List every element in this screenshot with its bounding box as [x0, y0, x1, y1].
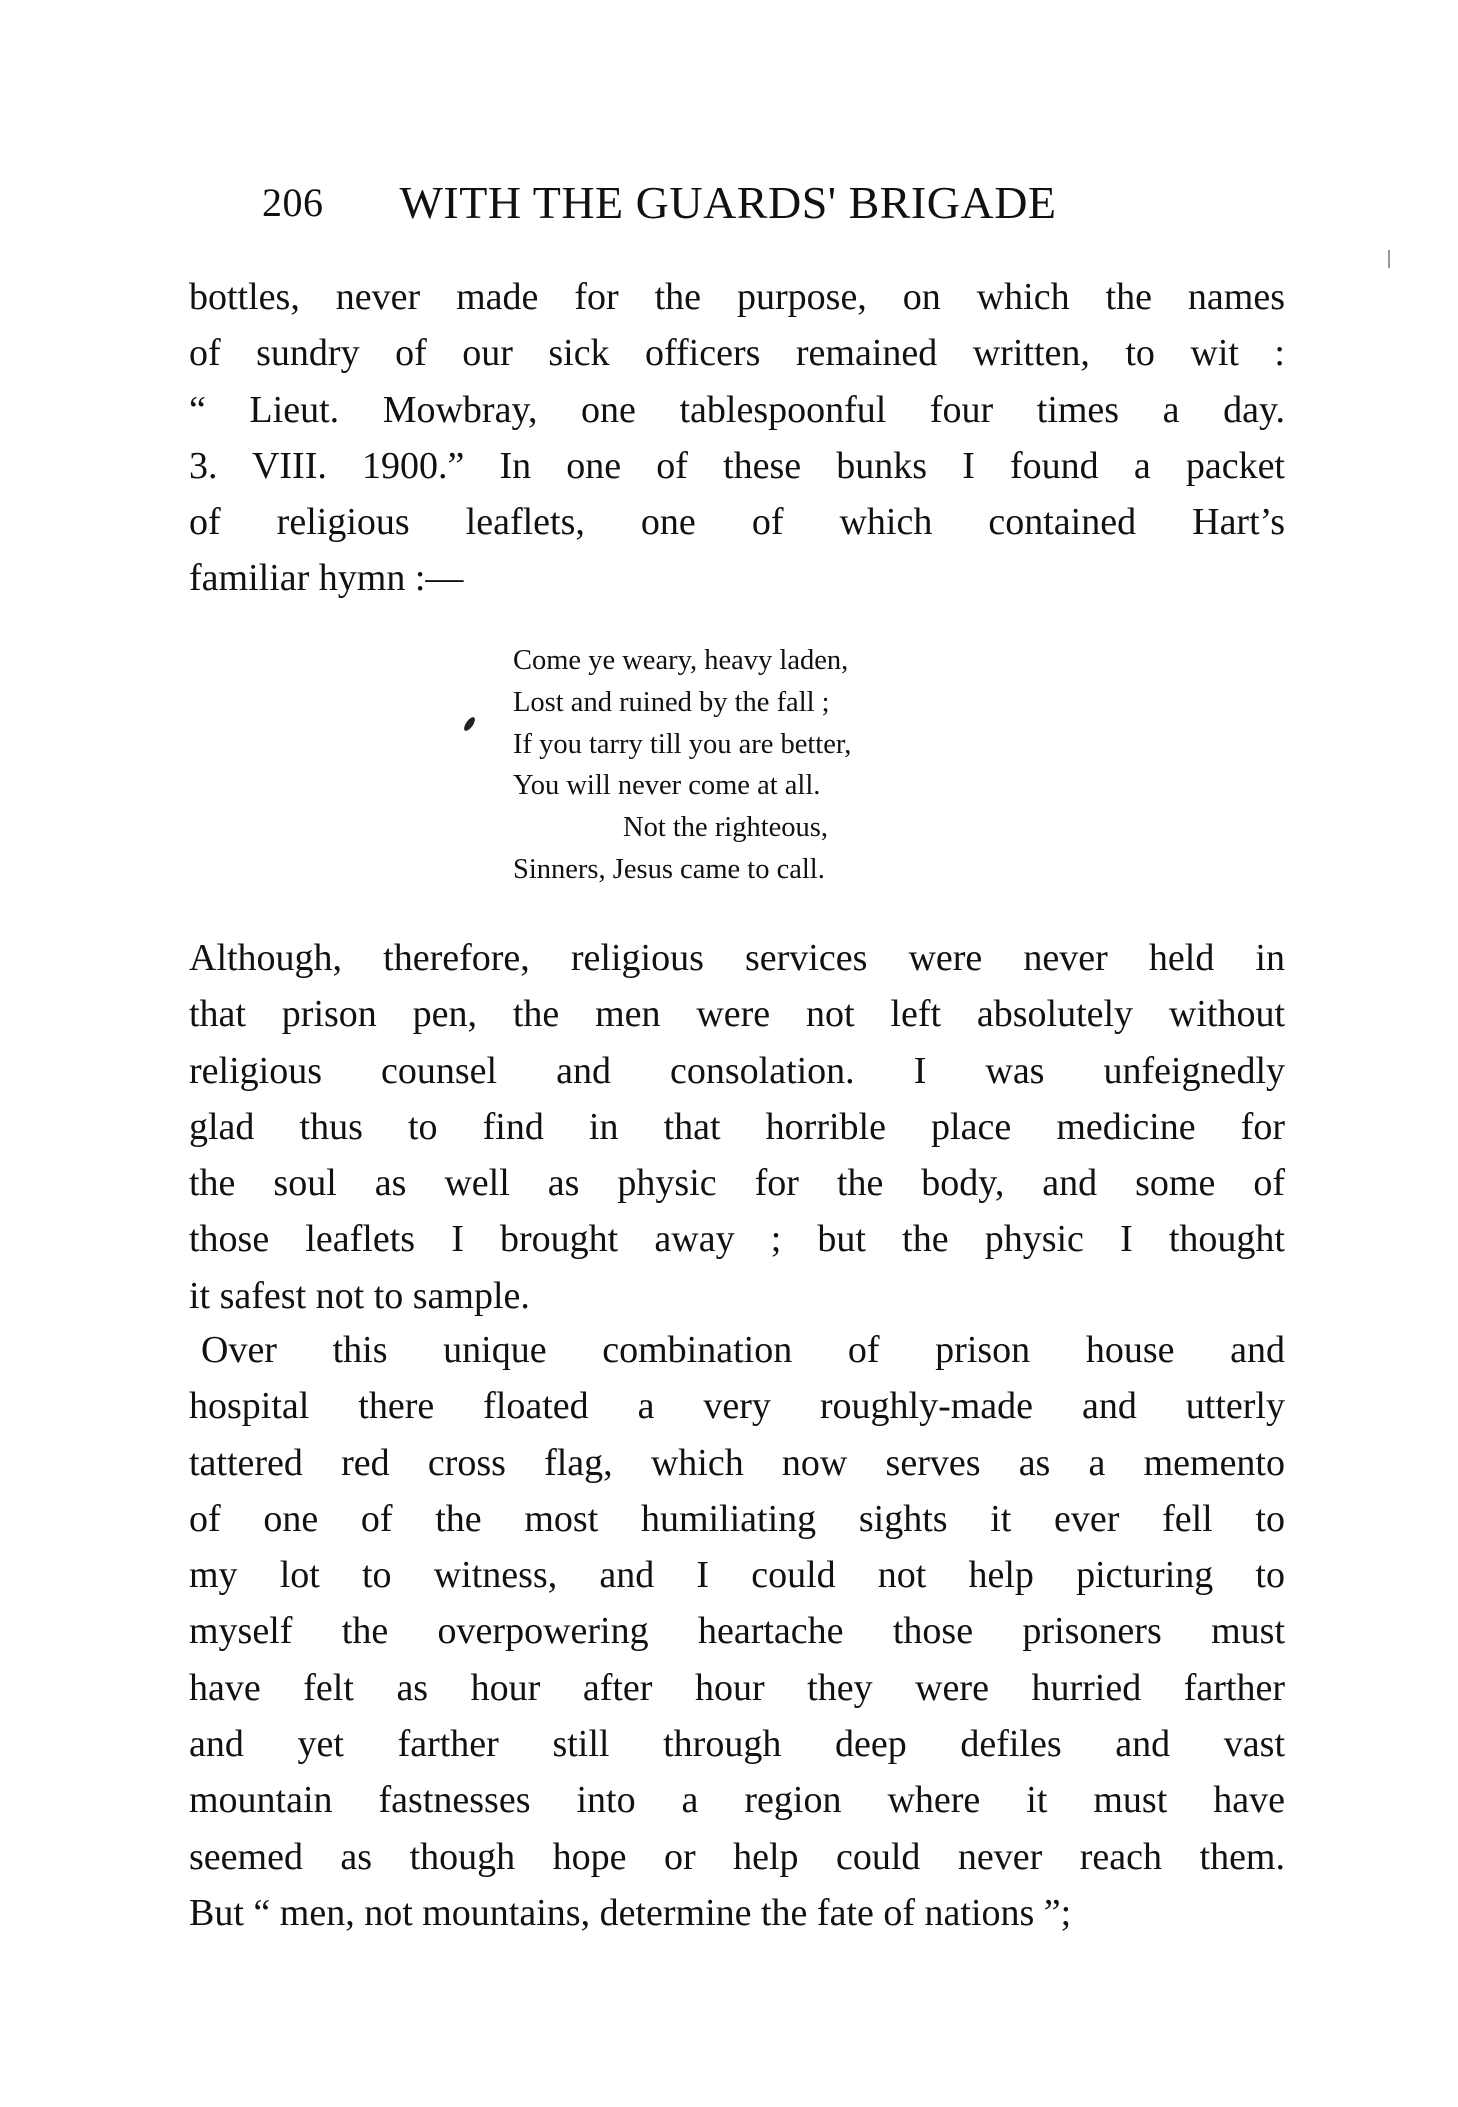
text-line: But “ men, not mountains, determine the fate of nations ”;: [189, 1891, 1072, 1934]
text-line: of one of the most humiliating sights it ever fell to: [189, 1497, 1285, 1540]
running-title: WITH THE GUARDS' BRIGADE: [399, 176, 1057, 228]
paragraph-2: [189, 930, 1285, 1324]
text-line: have felt as hour after hour they were hurried farther: [189, 1666, 1285, 1709]
text-line: Although, therefore, religious services were never held in: [189, 937, 1285, 979]
text-line: seemed as though hope or help could never reach them.: [189, 1835, 1285, 1878]
ink-speck: [462, 715, 477, 732]
page-number: 206: [262, 179, 324, 225]
text-line: religious counsel and consolation. I was unfeignedly: [189, 1049, 1285, 1092]
hymn-quotation: [513, 640, 851, 891]
ink-speck: [1388, 250, 1390, 268]
text-line: Over this unique combination of prison house and: [201, 1329, 1285, 1371]
text-line: those leaflets I brought away ; but the physic I thought: [189, 1218, 1285, 1261]
text-line: bottles, never made for the purpose, on which the names: [189, 276, 1285, 318]
text-line: “ Lieut. Mowbray, one tablespoonful four times a day.: [189, 388, 1285, 431]
poem-line: Lost and ruined by the fall ;: [513, 686, 830, 718]
text-line: the soul as well as physic for the body, and some of: [189, 1162, 1285, 1205]
poem-line: Not the righteous,: [623, 812, 829, 844]
text-line: myself the overpowering heartache those prisoners must: [189, 1610, 1285, 1653]
text-line: hospital there floated a very roughly-made and utterly: [189, 1385, 1285, 1428]
text-line: my lot to witness, and I could not help picturing to: [189, 1554, 1285, 1597]
text-line: that prison pen, the men were not left absolutely without: [189, 993, 1285, 1036]
paragraph-3: [189, 1322, 1285, 1941]
text-line: 3. VIII. 1900.” In one of these bunks I found a packet: [189, 444, 1285, 487]
poem-line: Come ye weary, heavy laden,: [513, 645, 849, 676]
text-line: glad thus to find in that horrible place medicine for: [189, 1105, 1285, 1148]
running-header: [262, 172, 1128, 232]
text-line: of religious leaflets, one of which contained Hart’s: [189, 501, 1285, 544]
paragraph-1: [189, 269, 1285, 607]
text-line: mountain fastnesses into a region where it must have: [189, 1779, 1285, 1822]
text-line: familiar hymn :—: [189, 557, 464, 600]
text-line: and yet farther still through deep defiles and vast: [189, 1723, 1285, 1766]
text-line: of sundry of our sick officers remained written, to wit :: [189, 332, 1285, 375]
poem-line: You will never come at all.: [513, 770, 821, 802]
poem-line: If you tarry till you are better,: [513, 728, 852, 760]
text-line: it safest not to sample.: [189, 1274, 530, 1317]
poem-line: Sinners, Jesus came to call.: [513, 853, 825, 885]
text-line: tattered red cross flag, which now serves as a memento: [189, 1441, 1285, 1484]
